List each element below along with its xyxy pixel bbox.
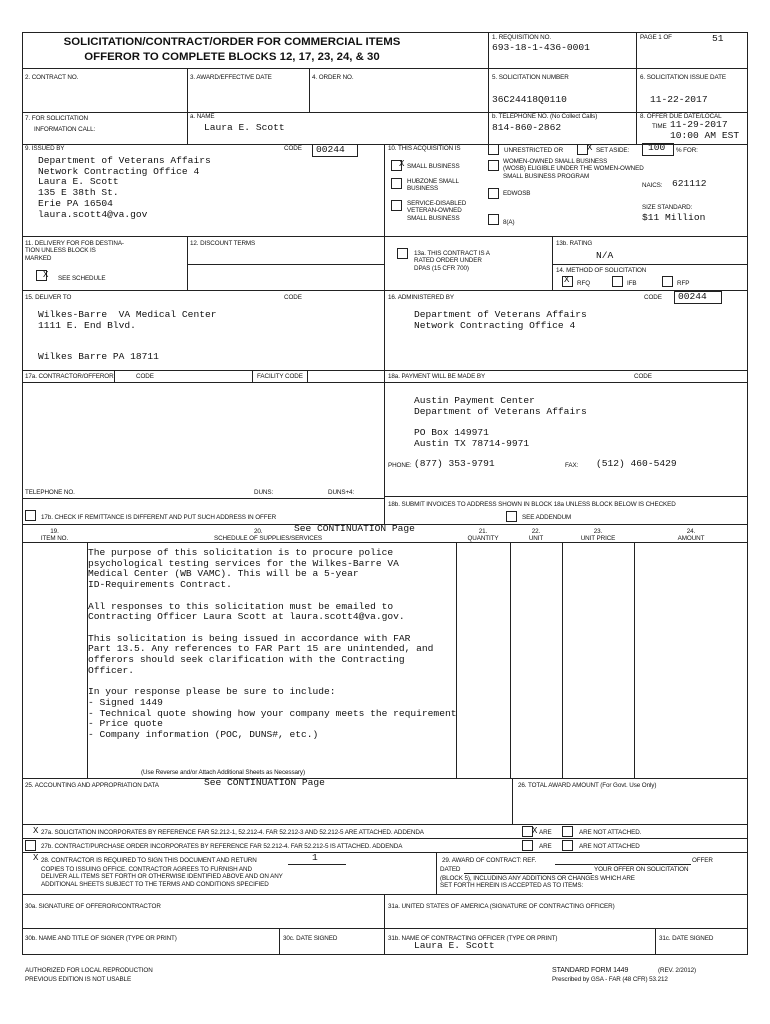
addendum-checkbox[interactable] — [506, 511, 517, 522]
27a-text: 27a. SOLICITATION INCORPORATES BY REFERENCE FAR 52.212-1, 52.212-4. FAR 52.212-3 AND 52.212-5 ARE ATTACHED. ADDENDA — [41, 829, 424, 836]
naics-value: 621112 — [672, 178, 707, 189]
28-mark: X — [33, 853, 39, 863]
solicitation-no: 36C24418Q0110 — [492, 94, 567, 105]
payment-phone-label: PHONE: — [388, 462, 412, 469]
rfq-label: RFQ — [577, 280, 590, 287]
time-label: TIME — [652, 123, 667, 130]
copies-blank — [288, 864, 346, 865]
col-schedule-num: 20. — [254, 528, 263, 535]
deliver-to-label: 15. DELIVER TO — [25, 294, 72, 301]
rule — [488, 32, 489, 144]
sdvosb-label: SERVICE-DISABLED VETERAN-OWNED SMALL BUSINESS — [407, 200, 467, 222]
ifb-checkbox[interactable] — [612, 276, 623, 287]
27a-mark: X — [33, 826, 39, 836]
issued-by-address: Department of Veterans Affairs Network Contracting Office 4 Laura E. Scott 135 E 38th St. Erie PA 16504 laura.scott4@va.gov — [38, 155, 211, 220]
issue-date-label: 6. SOLICITATION ISSUE DATE — [640, 74, 726, 81]
sf1449-form — [22, 32, 748, 983]
due-time: 10:00 AM EST — [670, 130, 740, 141]
payment-code-label: CODE — [634, 373, 652, 380]
rule — [252, 370, 253, 382]
small-business-label: SMALL BUSINESS — [407, 163, 460, 170]
rule — [22, 236, 748, 237]
small-business-mark: X — [399, 159, 405, 169]
rated-order-checkbox[interactable] — [397, 248, 408, 259]
rule — [279, 928, 280, 954]
rule — [636, 32, 637, 144]
discount-terms-label: 12. DISCOUNT TERMS — [190, 240, 256, 247]
rfp-label: RFP — [677, 280, 690, 287]
rule — [512, 778, 513, 824]
rule — [22, 894, 748, 895]
deliver-to-code-label: CODE — [284, 294, 302, 301]
rule-right — [747, 32, 748, 954]
hubzone-label: HUBZONE SMALL BUSINESS — [407, 178, 459, 193]
col-unit-price: 23. UNIT PRICE — [580, 528, 616, 543]
see-schedule-mark: X — [43, 270, 49, 280]
rule — [22, 838, 748, 839]
footer-authorized: AUTHORIZED FOR LOCAL REPRODUCTION — [25, 967, 153, 974]
form-subtitle: OFFEROR TO COMPLETE BLOCKS 12, 17, 23, 24, & 30 — [84, 51, 380, 63]
8a-label: 8(A) — [503, 219, 515, 226]
rule-bottom — [22, 954, 748, 955]
footer-prescribed: Prescribed by GSA - FAR (48 CFR) 53.212 — [552, 976, 668, 983]
invoice-submit-label: 18b. SUBMIT INVOICES TO ADDRESS SHOWN IN BLOCK 18a UNLESS BLOCK BELOW IS CHECKED — [388, 501, 676, 508]
rule — [436, 852, 437, 894]
rule — [22, 852, 748, 853]
size-standard-value: $11 Million — [642, 212, 706, 223]
duns4-label: DUNS+4: — [328, 489, 355, 496]
due-date-label: 8. OFFER DUE DATE/LOCAL — [640, 113, 722, 120]
rule — [187, 112, 188, 144]
rule — [22, 382, 384, 383]
rule — [384, 496, 748, 497]
27a-not-attached-checkbox[interactable] — [562, 826, 573, 837]
unrestricted-checkbox[interactable] — [488, 144, 499, 155]
order-no-label: 4. ORDER NO. — [312, 74, 354, 81]
28-text: 28. CONTRACTOR IS REQUIRED TO SIGN THIS DOCUMENT AND RETURN — [41, 857, 257, 864]
set-aside-label: SET ASIDE: — [596, 147, 630, 154]
see-schedule-label: SEE SCHEDULE — [58, 275, 106, 282]
duns-label: DUNS: — [254, 489, 274, 496]
rule — [655, 928, 656, 954]
form-title: SOLICITATION/CONTRACT/ORDER FOR COMMERCIAL ITEMS — [63, 36, 401, 48]
rated-order-label: 13a. THIS CONTRACT IS A RATED ORDER UNDER DPAS (15 CFR 700) — [414, 250, 490, 272]
rule-left — [22, 32, 23, 954]
rule — [634, 542, 635, 778]
footer-previous: PREVIOUS EDITION IS NOT USABLE — [25, 976, 132, 983]
col-amount: 24. AMOUNT — [677, 528, 705, 543]
requisition-label: 1. REQUISITION NO. — [492, 34, 552, 41]
issued-by-code-label: CODE — [284, 145, 302, 152]
27a-not-attached: ARE NOT ATTACHED. — [579, 829, 642, 836]
rule — [384, 928, 385, 954]
name-label: a. NAME — [190, 113, 215, 120]
requisition-value: 693-18-1-436-0001 — [492, 42, 590, 53]
8a-checkbox[interactable] — [488, 214, 499, 225]
administered-by-label: 16. ADMINISTERED BY — [388, 294, 454, 301]
27a-are: ARE — [539, 829, 552, 836]
signer-name-label: 30b. NAME AND TITLE OF SIGNER (TYPE OR PRINT) — [25, 935, 177, 942]
officer-name: Laura E. Scott — [414, 940, 495, 951]
issued-by-label: 9. ISSUED BY — [25, 145, 65, 152]
telephone-label: TELEPHONE NO. — [25, 489, 75, 496]
rule — [510, 542, 511, 778]
unrestricted-label: UNRESTRICTED OR — [504, 147, 564, 154]
rule — [307, 370, 308, 382]
administered-by-code: 00244 — [678, 291, 707, 302]
rule — [22, 498, 384, 499]
rule — [309, 68, 310, 112]
29-your-offer: YOUR OFFER ON SOLICITATION — [594, 866, 689, 873]
deliver-to-line2: 1111 E. End Blvd. — [38, 320, 136, 331]
contact-name: Laura E. Scott — [204, 122, 285, 133]
27b-checkbox[interactable] — [25, 840, 36, 851]
payment-fax-label: FAX: — [565, 462, 579, 469]
col-item-no: 19. ITEM NO. — [40, 528, 69, 543]
officer-name-label: 31b. NAME OF CONTRACTING OFFICER (TYPE OR PRINT) — [388, 935, 558, 942]
copies-count: 1 — [312, 852, 318, 863]
29-text: 29. AWARD OF CONTRACT: REF. — [442, 857, 537, 864]
administered-by-code-label: CODE — [644, 294, 662, 301]
rule — [22, 778, 748, 779]
rule — [22, 144, 748, 145]
addendum-label: SEE ADDENDUM — [522, 514, 572, 521]
rule — [562, 542, 563, 778]
payment-fax: (512) 460-5429 — [596, 458, 677, 469]
footer-form-name: STANDARD FORM 1449 — [552, 967, 629, 974]
deliver-to-line3: Wilkes Barre PA 18711 — [38, 351, 159, 362]
rule — [552, 264, 748, 265]
rule — [552, 236, 553, 290]
schedule-description: The purpose of this solicitation is to procure police psychological testing services for the Wilkes-Barre VA Medical Center (WB VAMC). This will be a 5-year ID-Requirements Contract. All responses to this solicitation must be emailed to Contracting Officer Laura Scott at laura.scott4@va.gov. This solicitation is being issued in accordance with FAR Part 13.5. Any references to FAR Part 15 are unintended, and offerors should seek clarification with the Contracting Officer. In your response please be sure to include: - Signed 1449 - Technical quote showing how your company meets the requirement - Price quote - Company information (POC, DUNS#, etc.) — [88, 547, 457, 740]
phone-label: b. TELEPHONE NO. (No Collect Calls) — [492, 113, 598, 120]
rule — [384, 144, 385, 524]
rating-value: N/A — [596, 250, 614, 261]
27b-not-attached-checkbox[interactable] — [562, 840, 573, 851]
sdvosb-checkbox[interactable] — [391, 200, 402, 211]
footer-revision: (REV. 2/2012) — [658, 967, 697, 974]
27b-are-checkbox[interactable] — [522, 840, 533, 851]
ifb-label: IFB — [627, 280, 637, 287]
rule — [22, 928, 748, 929]
naics-label: NAICS: — [642, 182, 663, 189]
col-quantity: 21. QUANTITY — [467, 528, 499, 543]
contractor-code-label: CODE — [136, 373, 154, 380]
contractor-label: 17a. CONTRACTOR/OFFEROR — [25, 373, 114, 380]
wosb-label: WOMEN-OWNED SMALL BUSINESS (WOSB) ELIGIBLE UNDER THE WOMEN-OWNED SMALL BUSINESS PROGRAM — [503, 158, 644, 180]
size-standard-label: SIZE STANDARD: — [642, 204, 693, 211]
method-label: 14. METHOD OF SOLICITATION — [556, 267, 647, 274]
dated-blank — [464, 873, 592, 874]
29-dated: DATED — [440, 866, 461, 873]
reverse-note: (Use Reverse and/or Attach Additional Sheets as Necessary) — [141, 769, 305, 776]
ref-blank — [555, 864, 691, 865]
rule — [22, 824, 748, 825]
page-total: 51 — [712, 33, 724, 44]
payment-phone: (877) 353-9791 — [414, 458, 495, 469]
accounting-label: 25. ACCOUNTING AND APPROPRIATION DATA — [25, 782, 159, 789]
edwosb-checkbox[interactable] — [488, 188, 499, 199]
29-offer: OFFER — [692, 857, 713, 864]
rule — [384, 894, 385, 928]
rule — [22, 290, 748, 291]
fob-label: 11. DELIVERY FOR FOB DESTINA- TION UNLESS BLOCK IS MARKED — [25, 240, 124, 262]
col-schedule-label: SCHEDULE OF SUPPLIES/SERVICES — [214, 535, 322, 542]
rule — [22, 68, 748, 69]
administered-by-address: Department of Veterans Affairs Network Contracting Office 4 — [414, 309, 587, 331]
col-unit: 22. UNIT — [528, 528, 544, 543]
set-aside-mark: X — [587, 143, 593, 153]
total-award-label: 26. TOTAL AWARD AMOUNT (For Govt. Use Only) — [518, 782, 657, 789]
solicitation-no-label: 5. SOLICITATION NUMBER — [492, 74, 569, 81]
officer-date-label: 31c. DATE SIGNED — [659, 935, 714, 942]
due-date: 11-29-2017 — [670, 119, 728, 130]
rfp-checkbox[interactable] — [662, 276, 673, 287]
deliver-to-line1: Wilkes-Barre VA Medical Center — [38, 309, 217, 320]
payment-label: 18a. PAYMENT WILL BE MADE BY — [388, 373, 486, 380]
rule — [114, 370, 115, 382]
issued-by-code: 00244 — [316, 144, 345, 155]
28-text-b: COPIES TO ISSUING OFFICE. CONTRACTOR AGREES TO FURNISH AND DELIVER ALL ITEMS SET FORTH OR OTHERWISE IDENTIFIED ABOVE AND ON ANY ADDITIONAL SHEETS SUBJECT TO THE TERMS AND CONDITIONS SPECIFIED — [41, 866, 283, 888]
percent-value: 100 — [648, 142, 666, 153]
accounting-value: See CONTINUATION Page — [204, 777, 325, 788]
29-text-b: (BLOCK 5), INCLUDING ANY ADDITIONS OR CHANGES WHICH ARE SET FORTH HEREIN IS ACCEPTED AS TO ITEMS: — [440, 875, 635, 890]
schedule-continuation: See CONTINUATION Page — [294, 523, 415, 534]
contact-phone: 814-860-2862 — [492, 122, 562, 133]
27a-are-mark: X — [532, 826, 538, 836]
page-label: PAGE 1 OF — [640, 34, 672, 41]
rule — [187, 236, 188, 290]
info-call-label: 7. FOR SOLICITATION — [25, 115, 88, 122]
acquisition-label: 10. THIS ACQUISITION IS — [388, 145, 461, 152]
edwosb-label: EDWOSB — [503, 190, 531, 197]
facility-code-label: FACILITY CODE — [257, 373, 303, 380]
percent-for-label: % FOR: — [676, 147, 698, 154]
27b-not-attached: ARE NOT ATTACHED — [579, 843, 640, 850]
rule-top — [22, 32, 748, 33]
payment-address: Austin Payment Center Department of Veterans Affairs PO Box 149971 Austin TX 78714-9971 — [414, 395, 587, 449]
issue-date: 11-22-2017 — [650, 94, 708, 105]
27b-text: 27b. CONTRACT/PURCHASE ORDER INCORPORATES BY REFERENCE FAR 52.212-4. FAR 52.212-5 IS ATTACHED. ADDENDA — [41, 843, 403, 850]
offeror-signature-label: 30a. SIGNATURE OF OFFEROR/CONTRACTOR — [25, 903, 161, 910]
rating-label: 13b. RATING — [556, 240, 593, 247]
hubzone-checkbox[interactable] — [391, 178, 402, 189]
27b-are: ARE — [539, 843, 552, 850]
officer-signature-label: 31a. UNITED STATES OF AMERICA (SIGNATURE OF CONTRACTING OFFICER) — [388, 903, 615, 910]
rule — [22, 370, 748, 371]
rfq-mark: X — [564, 275, 570, 285]
remittance-label: 17b. CHECK IF REMITTANCE IS DIFFERENT AND PUT SUCH ADDRESS IN OFFER — [41, 514, 277, 521]
remittance-checkbox[interactable] — [25, 510, 36, 521]
rule — [384, 382, 748, 383]
signer-date-label: 30c. DATE SIGNED — [283, 935, 338, 942]
contract-no-label: 2. CONTRACT NO. — [25, 74, 79, 81]
award-date-label: 3. AWARD/EFFECTIVE DATE — [190, 74, 272, 81]
rule — [187, 68, 188, 112]
info-call-label-2: INFORMATION CALL: — [34, 126, 96, 133]
rule — [187, 264, 384, 265]
wosb-checkbox[interactable] — [488, 160, 499, 171]
